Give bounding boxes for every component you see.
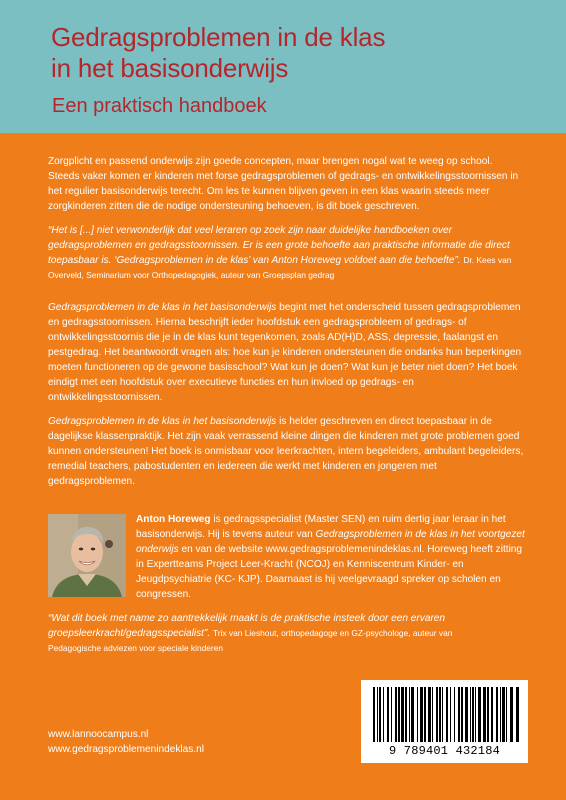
author-photo — [48, 514, 126, 597]
description-paragraph — [48, 300, 524, 405]
publisher-links — [48, 727, 204, 757]
book-subtitle: Een praktisch handboek — [52, 95, 267, 117]
quote-2-attribution: Trix van Lieshout, orthopedagoge en GZ-psychologe, auteur van — [212, 628, 453, 638]
description-book-title: Gedragsproblemen in de klas in het basisonderwijs — [48, 302, 277, 313]
reviewer-quote-1 — [48, 223, 524, 283]
isbn-number: 9 789401 432184 — [388, 744, 501, 758]
header-band — [0, 0, 566, 133]
reviewer-quote-2 — [48, 611, 528, 656]
usage-book-title: Gedragsproblemen in de klas in het basisonderwijs — [48, 416, 277, 427]
quote-2-text: “Wat dit boek met name zo aantrekkelijk maakt is de praktische insteek door een ervaren groepsleerkracht/gedragsspecialist”. — [48, 613, 446, 639]
book-website-link[interactable]: www.gedragsproblemenindeklas.nl — [48, 744, 204, 755]
publisher-website-link[interactable]: www.lannoocampus.nl — [48, 729, 149, 740]
description-text: begint met het onderscheid tussen gedragsproblemen en gedragsstoornissen. Hierna beschrijft ieder hoofdstuk een gedragsprobleem of gedrags- of ontwikkelingsstoornis die je in de klas kunt tegenkomen, zoals AD(H)D, ASS, depressie, faalangst en pestgedrag. Het beantwoordt vragen als: hoe kun je kinderen ondersteunen die ondanks hun beperkingen moeten functioneren op de gewone basisschool? Wat kun je doen? Wat kun je beter niet doen? Het boek eindigt met een hoofdstuk over executieve functies en hun invloed op gedrags- en ontwikkelingsstoornissen. — [48, 302, 522, 403]
barcode-bars — [361, 680, 528, 746]
quote-1-text: “Het is [...] niet verwonderlijk dat veel leraren op zoek zijn naar duidelijke handboeken over gedragsproblemen en gedragsstoornissen. Er is een grote behoefte aan praktische informatie die direct toepasbaar is. ‘Gedragsproblemen in de klas’ van Anton Horeweg voldoet aan die behoefte”. — [48, 225, 510, 266]
author-other-book: Gedragsproblemen in de klas in het voortgezet onderwijs — [136, 529, 525, 555]
author-bio — [136, 512, 531, 602]
author-name: Anton Horeweg — [136, 514, 211, 525]
book-title — [51, 22, 385, 84]
quote-1-attribution: Dr. Kees van Overveld, Seminarium voor Orthopedagogiek, auteur van Groepsplan gedrag — [48, 255, 512, 280]
isbn-barcode — [361, 680, 528, 763]
author-bio-text-1: is gedragsspecialist (Master SEN) en ruim dertig jaar leraar in het basisonderwijs. Hij is tevens auteur van — [136, 514, 506, 540]
usage-text: is helder geschreven en direct toepasbaar in de dagelijkse klassenpraktijk. Het zijn vaak verrassend kleine dingen die kinderen met grote problemen goed kunnen ondersteunen! Het boek is onmisbaar voor leerkrachten, intern begeleiders, ambulant begeleiders, remedial teachers, pabostudenten en iedereen die werkt met kinderen en jongeren met gedragsproblemen. — [48, 416, 524, 487]
usage-paragraph — [48, 414, 524, 489]
blurb-body — [48, 154, 524, 499]
author-bio-text-2: en van de website www.gedragsproblemenindeklas.nl. Horeweg heeft zitting in Expertteams Project Leer-Kracht (NCOJ) en Kenniscentrum Kinder- en Jeugdpsychiatrie (KC- KJP). Daarnaast is hij veelgevraagd spreker op scholen en congressen. — [136, 544, 523, 600]
title-line-1: Gedragsproblemen in de klas — [51, 22, 386, 52]
intro-paragraph: Zorgplicht en passend onderwijs zijn goede concepten, maar brengen nogal wat te weeg op school. Steeds vaker komen er kinderen met forse gedragsproblemen of gedrags- en ontwikkelingsstoornissen in het regulier basisonderwijs terecht. Om les te kunnen blijven geven in een klas waarin steeds meer zorgkinderen zitten die de nodige ondersteuning behoeven, is dit boek geschreven. — [48, 156, 519, 212]
title-line-2: in het basisonderwijs — [51, 53, 289, 83]
quote-2-book: Pedagogische adviezen voor speciale kinderen — [48, 643, 224, 653]
